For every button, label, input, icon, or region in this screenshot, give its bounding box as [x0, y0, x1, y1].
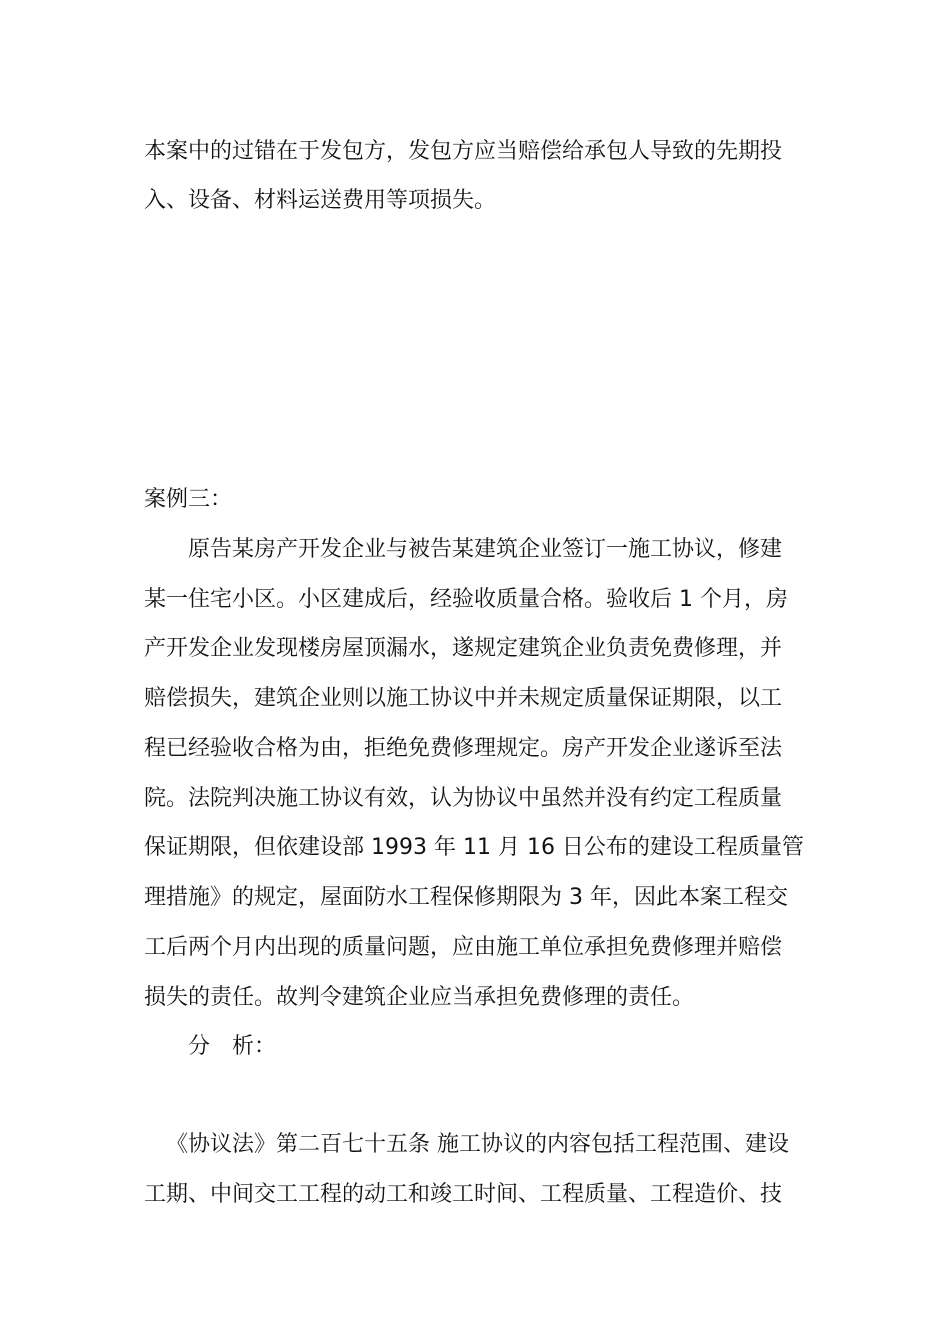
- case-three-heading: 案例三：: [144, 487, 233, 512]
- case-three-line-1: 原告某房产开发企业与被告某建筑企业签订一施工协议，修建: [188, 537, 783, 562]
- clause-line-1: 《协议法》第二百七十五条 施工协议的内容包括工程范围、建设: [166, 1132, 789, 1157]
- case-three-line-8: 理措施》的规定，屋面防水工程保修期限为 3 年，因此本案工程交: [144, 885, 788, 910]
- case-three-line-2: 某一住宅小区。小区建成后，经验收质量合格。验收后 1 个月，房: [144, 587, 788, 612]
- case-three-line-3: 产开发企业发现楼房屋顶漏水，遂规定建筑企业负责免费修理，并: [144, 636, 783, 661]
- case-three-line-7: 保证期限，但依建设部 1993 年 11 月 16 日公布的建设工程质量管: [144, 835, 804, 860]
- case-three-line-9: 工后两个月内出现的质量问题，应由施工单位承担免费修理并赔偿: [144, 935, 783, 960]
- case-three-line-6: 院。法院判决施工协议有效，认为协议中虽然并没有约定工程质量: [144, 786, 783, 811]
- intro-line-1: 本案中的过错在于发包方，发包方应当赔偿给承包人导致的先期投: [144, 139, 783, 164]
- case-three-line-5: 程已经验收合格为由，拒绝免费修理规定。房产开发企业遂诉至法: [144, 736, 783, 761]
- analysis-heading: 分 析：: [188, 1034, 277, 1059]
- case-three-line-10: 损失的责任。故判令建筑企业应当承担免费修理的责任。: [144, 985, 695, 1010]
- clause-line-2: 工期、中间交工工程的动工和竣工时间、工程质量、工程造价、技: [144, 1182, 783, 1207]
- case-three-line-4: 赔偿损失，建筑企业则以施工协议中并未规定质量保证期限，以工: [144, 686, 783, 711]
- intro-line-2: 入、设备、材料运送费用等项损失。: [144, 188, 497, 213]
